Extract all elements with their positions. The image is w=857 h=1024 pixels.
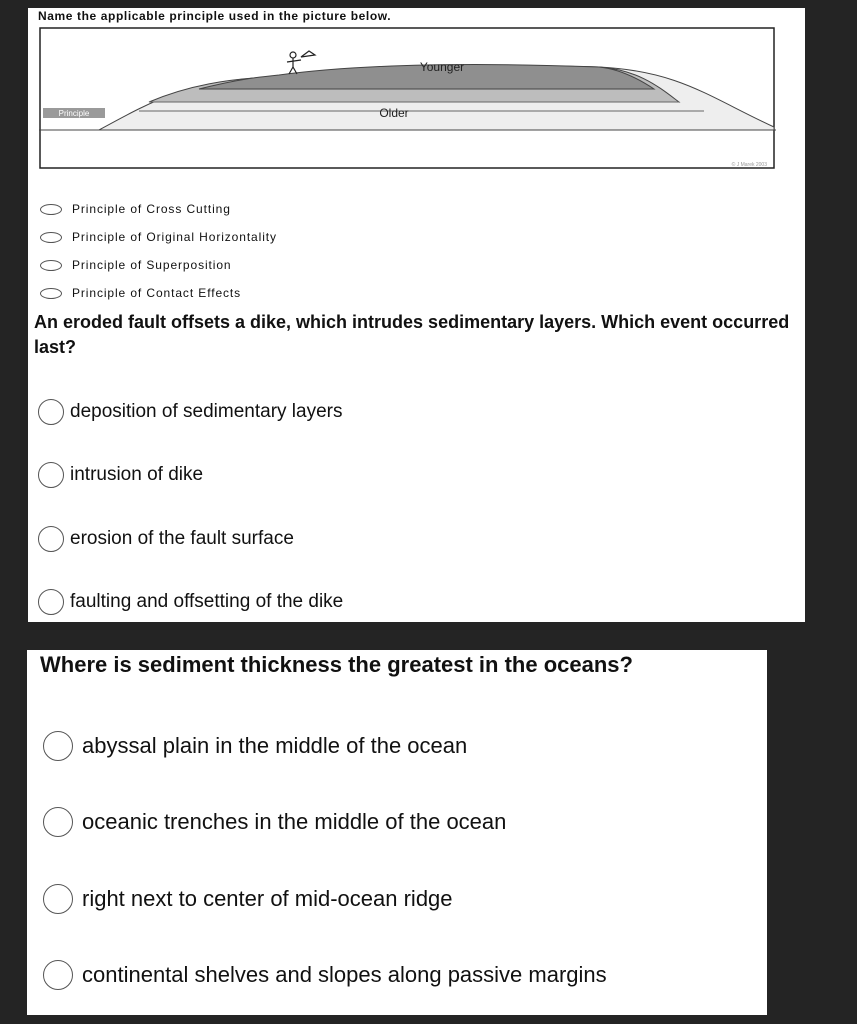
q2-option-2-label: intrusion of dike (70, 464, 204, 485)
radio-button[interactable] (40, 288, 62, 299)
label-older: Older (379, 106, 409, 120)
q1-option-4[interactable] (40, 284, 241, 302)
radio-button[interactable] (38, 526, 64, 552)
q1-option-3-label: Principle of Superposition (72, 258, 232, 272)
radio-button[interactable] (38, 462, 64, 488)
radio-button[interactable] (43, 960, 73, 990)
q2-option-4-label: faulting and offsetting of the dike (70, 591, 344, 612)
radio-button[interactable] (43, 884, 73, 914)
radio-button[interactable] (43, 731, 73, 761)
radio-button[interactable] (38, 589, 64, 615)
q2-option-2[interactable] (38, 462, 203, 488)
q1-option-2[interactable] (40, 228, 277, 246)
q1-option-4-label: Principle of Contact Effects (72, 286, 242, 300)
q3-option-2[interactable] (43, 807, 506, 837)
radio-button[interactable] (40, 204, 62, 215)
q1-option-2-label: Principle of Original Horizontality (72, 230, 277, 244)
question-3-prompt: Where is sediment thickness the greatest in the oceans? (40, 652, 633, 677)
principle-tag-label: Principle (58, 109, 90, 118)
question-1-prompt: Name the applicable principle used in the picture below. (38, 9, 392, 23)
figure-credit: © J Marek 2003 (731, 162, 767, 168)
q1-option-1[interactable] (40, 200, 231, 218)
q3-option-1[interactable] (43, 731, 467, 761)
q1-option-1-label: Principle of Cross Cutting (72, 202, 231, 216)
q3-option-4-label: continental shelves and slopes along passive margins (82, 962, 607, 987)
q2-option-1[interactable] (38, 399, 342, 425)
question-2-prompt: An eroded fault offsets a dike, which intrudes sedimentary layers. Which event occurred last? (34, 312, 790, 357)
superposition-figure (39, 27, 776, 171)
q3-option-4[interactable] (43, 960, 607, 990)
q1-option-3[interactable] (40, 256, 231, 274)
radio-button[interactable] (40, 260, 62, 271)
q2-option-3[interactable] (38, 526, 294, 552)
q2-option-4[interactable] (38, 589, 343, 615)
q2-option-1-label: deposition of sedimentary layers (70, 401, 343, 422)
question-panel-1 (28, 8, 805, 622)
q3-option-3[interactable] (43, 884, 453, 914)
question-panel-2 (27, 650, 767, 1015)
q3-option-3-label: right next to center of mid-ocean ridge (82, 886, 453, 911)
q2-option-3-label: erosion of the fault surface (70, 528, 294, 549)
label-younger: Younger (419, 60, 465, 74)
q3-option-2-label: oceanic trenches in the middle of the ocean (82, 809, 507, 834)
radio-button[interactable] (43, 807, 73, 837)
radio-button[interactable] (38, 399, 64, 425)
radio-button[interactable] (40, 232, 62, 243)
q3-option-1-label: abyssal plain in the middle of the ocean (82, 733, 468, 758)
